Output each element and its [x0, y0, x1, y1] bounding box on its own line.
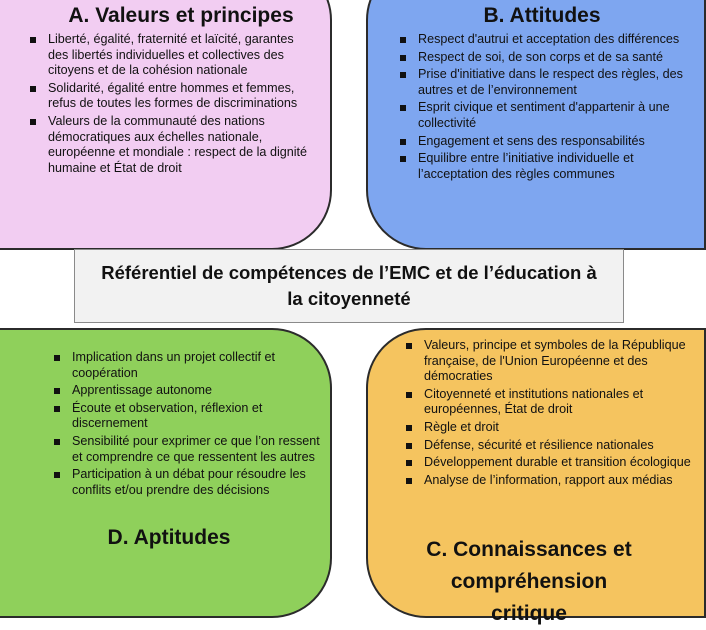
list-item: Engagement et sens des responsabilités: [396, 134, 686, 150]
list-item: Implication dans un projet collectif et coopération: [50, 350, 320, 381]
list-item: Écoute et observation, réflexion et discernement: [50, 401, 320, 432]
list-item: Valeurs, principe et symboles de la République française, de l'Union Européenne et des démocraties: [402, 338, 702, 385]
list-item: Analyse de l’information, rapport aux médias: [402, 473, 702, 489]
quadrant-connaissances: [366, 328, 706, 625]
quadrant-d-list: [50, 350, 320, 500]
list-item: Liberté, égalité, fraternité et laïcité, garantes des libertés individuelles et collectives des citoyens et de la cohésion nationale: [26, 32, 316, 79]
list-item: Défense, sécurité et résilience nationales: [402, 438, 702, 454]
quadrant-b-title: B. Attitudes: [483, 4, 601, 27]
quadrant-aptitudes: [0, 328, 332, 618]
list-item: Respect de soi, de son corps et de sa santé: [396, 50, 686, 66]
center-title: Référentiel de compétences de l’EMC et de l’éducation à la citoyenneté: [101, 262, 597, 309]
list-item: Développement durable et transition écologique: [402, 455, 702, 471]
quadrant-valeurs-et-principes: [0, 0, 332, 250]
quadrant-d-title: D. Aptitudes: [107, 526, 231, 549]
quadrant-c-list: [402, 338, 702, 490]
list-item: Participation à un débat pour résoudre les conflits et/ou prendre des décisions: [50, 467, 320, 498]
list-item: Citoyenneté et institutions nationales et européennes, État de droit: [402, 387, 702, 418]
list-item: Equilibre entre l’initiative individuelle et l’acceptation des règles communes: [396, 151, 686, 182]
list-item: Règle et droit: [402, 420, 702, 436]
center-title-box: [74, 249, 624, 323]
list-item: Respect d'autrui et acceptation des différences: [396, 32, 686, 48]
list-item: Apprentissage autonome: [50, 383, 320, 399]
list-item: Sensibilité pour exprimer ce que l’on ressent et comprendre ce que ressentent les autres: [50, 434, 320, 465]
quadrant-a-title: A. Valeurs et principes: [68, 4, 294, 27]
quadrant-b-list: [396, 32, 686, 184]
list-item: Prise d'initiative dans le respect des règles, des autres et de l’environnement: [396, 67, 686, 98]
list-item: Valeurs de la communauté des nations démocratiques aux échelles nationale, européenne et mondiale : respect de la dignité humaine et État de droit: [26, 114, 316, 176]
list-item: Solidarité, égalité entre hommes et femmes, refus de toutes les formes de discriminations: [26, 81, 316, 112]
quadrant-attitudes: [366, 0, 706, 250]
quadrant-a-list: [26, 32, 316, 178]
list-item: Esprit civique et sentiment d'appartenir à une collectivité: [396, 100, 686, 131]
quadrant-c-title: C. Connaissances et compréhension critique: [426, 538, 632, 625]
